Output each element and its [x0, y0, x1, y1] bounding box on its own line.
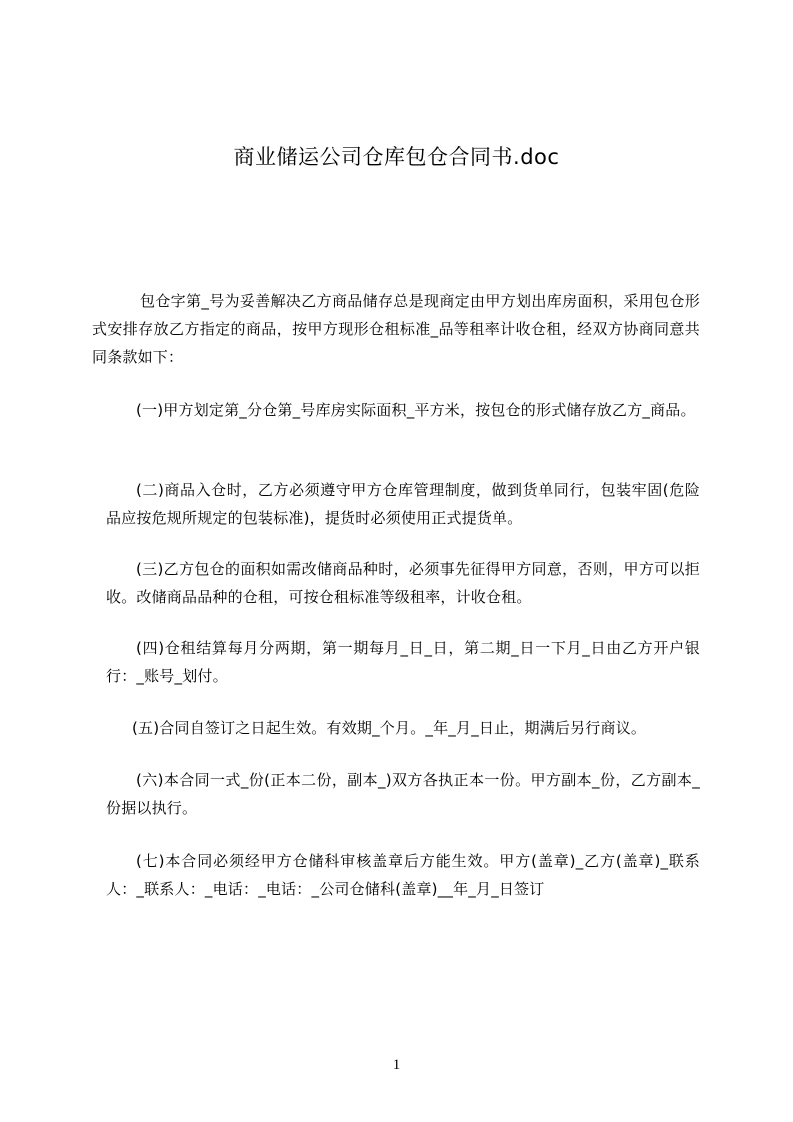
document-title: 商业储运公司仓库包仓合同书.doc [233, 145, 560, 169]
clause-1-paragraph: (一)甲方划定第_分仓第_号库房实际面积_平方米，按包仓的形式储存放乙方_商品。 [136, 401, 696, 419]
clause-5-paragraph: (五)合同自签订之日起生效。有效期_个月。_年_月_日止，期满后另行商议。 [132, 719, 647, 737]
clause-2-paragraph: (二)商品入仓时，乙方必须遵守甲方仓库管理制度，做到货单同行，包装牢固(危险品应按危规所规定的包装标准)，提货时必须使用正式提货单。 [106, 481, 700, 527]
page-number: 1 [392, 1057, 401, 1073]
clause-3-paragraph: (三)乙方包仓的面积如需改储商品种时，必须事先征得甲方同意，否则，甲方可以拒收。改储商品品种的仓租，可按仓租标准等级租率，计收仓租。 [106, 560, 700, 606]
clause-6-paragraph: (六)本合同一式_份(正本二份，副本_)双方各执正本一份。甲方副本_份，乙方副本_份据以执行。 [106, 771, 700, 817]
clause-7-paragraph: (七)本合同必须经甲方仓储科审核盖章后方能生效。甲方(盖章)_乙方(盖章)_联系人：_联系人：_电话：_电话：_公司仓储科(盖章)__年_月_日签订 [106, 852, 700, 898]
clause-4-paragraph: (四)仓租结算每月分两期，第一期每月_日_日，第二期_日一下月_日由乙方开户银行：_账号_划付。 [106, 639, 700, 685]
intro-paragraph: 包仓字第_号为妥善解决乙方商品储存总是现商定由甲方划出库房面积，采用包仓形式安排存放乙方指定的商品，按甲方现形仓租标准_品等租率计收仓租，经双方协商同意共同条款如下： [92, 292, 700, 366]
